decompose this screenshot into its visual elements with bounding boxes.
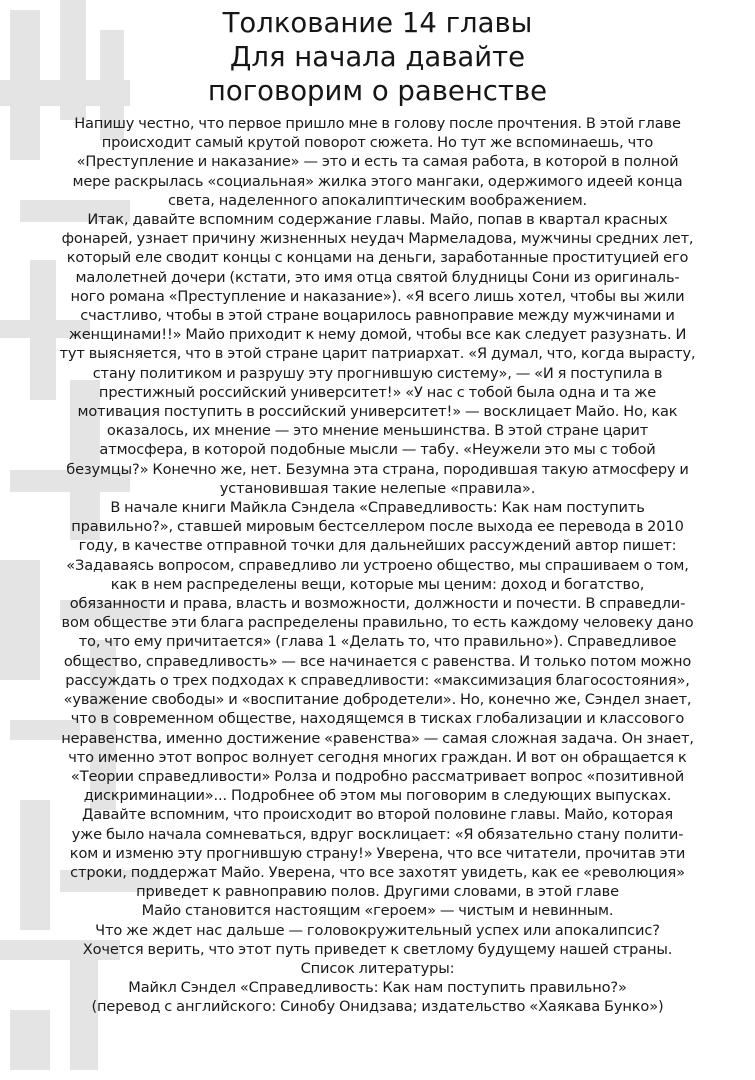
body-text-line: рассуждать о трех подходах к справедливости: «максимизация благосостояния», xyxy=(65,671,690,689)
body-text-line: Напишу честно, что первое пришло мне в голову после прочтения. В этой главе xyxy=(74,115,681,132)
body-text-line: Майкл Сэндел «Справедливость: Как нам поступить правильно?» xyxy=(128,979,627,997)
body-text-line: «уважение свободы» и «воспитание добродетели». Но, конечно же, Сэндел знает, xyxy=(63,691,692,709)
body-text-line: безумцы?» Конечно же, нет. Безумна эта страна, породившая такую атмосферу и xyxy=(66,460,689,478)
body-text-line: счастливо, чтобы в этой стране воцарилось равноправие между мужчинами и xyxy=(80,307,675,325)
article-title xyxy=(8,6,747,108)
body-text-line: то, что ему причитается» (глава 1 «Делать то, что правильно»). Справедливое xyxy=(78,633,677,651)
body-text-line: дискриминации»... Подробнее об этом мы поговорим в следующих выпусках. xyxy=(83,787,672,805)
body-text-line: уже было начала сомневаться, вдруг восклицает: «Я обязательно стану полити- xyxy=(71,825,684,843)
body-text-line: оказалось, их мнение — это мнение меньшинства. В этой стране царит xyxy=(106,422,649,440)
body-text-line: (перевод с английского: Синобу Онидзава; издательство «Хаякава Бунко») xyxy=(91,998,664,1016)
body-text-line: установившая такие нелепые «правила». xyxy=(219,479,536,497)
body-text-line: мере раскрылась «социальная» жилка этого мангаки, одержимого идеей конца xyxy=(72,172,683,190)
article-body xyxy=(8,114,747,1017)
body-text-line: мотивация поступить в российский университет!» — восклицает Майо. Но, как xyxy=(77,403,678,421)
body-text-line: ком и изменю эту прогнившую страну!» Уверена, что все читатели, прочитав эти xyxy=(69,844,686,862)
body-text-line: приведет к равноправию полов. Другими словами, в этой главе xyxy=(136,883,619,901)
body-text-line: «Задаваясь вопросом, справедливо ли устроено общество, мы спрашиваем о том, xyxy=(66,556,689,574)
body-text-line: обязанности и права, власть и возможности, должности и почести. В справедли- xyxy=(69,595,686,613)
body-text-line: престижный российский университет!» «У нас с тобой была одна и та же xyxy=(98,383,657,401)
body-text-line: общество, справедливость» — все начинается с равенства. И только потом можно xyxy=(63,652,692,670)
body-text-line: правильно?», ставшей мировым бестселлером после выхода ее перевода в 2010 xyxy=(71,518,684,536)
body-text-line: вом обществе эти блага распределены правильно, то есть каждому человеку дано xyxy=(61,614,694,632)
title-line: поговорим о равенстве xyxy=(207,75,548,107)
body-text-line: атмосфера, в которой подобные мысли — табу. «Неужели это мы с тобой xyxy=(99,441,656,459)
body-text-line: что в современном обществе, находящемся в тисках глобализации и классового xyxy=(70,710,685,728)
body-text-line: Итак, давайте вспомним содержание главы. Майо, попав в квартал красных xyxy=(87,211,668,229)
body-text-line: Давайте вспомним, что происходит во второй половине главы. Майо, которая xyxy=(81,806,674,824)
body-text-line: строки, поддержат Майо. Уверена, что все захотят увидеть, как ее «революция» xyxy=(70,863,685,881)
body-text-line: Что же ждет нас дальше — головокружительный успех или апокалипсис? xyxy=(95,921,660,939)
body-text-line: Список литературы: xyxy=(300,959,455,977)
body-text-line: ного романа «Преступление и наказание»). «Я всего лишь хотел, чтобы вы жили xyxy=(70,287,685,305)
body-text-line: как в нем распределены вещи, которые мы ценим: доход и богатство, xyxy=(110,575,645,593)
body-text-line: «Теории справедливости» Ролза и подробно рассматривает вопрос «позитивной xyxy=(70,767,685,785)
body-text-line: света, наделенного апокалиптическим воображением. xyxy=(167,191,588,209)
body-text-line: малолетней дочери (кстати, это имя отца святой блудницы Сони из оригиналь- xyxy=(75,268,680,286)
body-text-line: неравенства, именно достижение «равенства» — самая сложная задача. Он знает, xyxy=(61,729,694,747)
body-text-line: происходит самый крутой поворот сюжета. Но тут же вспоминаешь, что xyxy=(101,134,654,152)
body-text-line: Майо становится настоящим «героем» — чистым и невинным. xyxy=(141,902,614,920)
body-text-line: стану политиком и разрушу эту прогнившую систему», — «И я поступила в xyxy=(92,364,663,382)
body-text-line: который еле сводит концы с концами на деньги, заработанные проституцией его xyxy=(66,249,689,267)
body-text-line: тут выясняется, что в этой стране царит патриархат. «Я думал, что, когда вырасту, xyxy=(59,345,696,363)
body-text-line: Хочется верить, что этот путь приведет к светлому будущему нашей страны. xyxy=(82,940,673,958)
title-line: Толкование 14 главы xyxy=(222,7,533,39)
title-line: Для начала давайте xyxy=(229,41,526,73)
body-text-line: «Преступление и наказание» — это и есть та самая работа, в которой в полной xyxy=(76,153,679,171)
body-text-line: В начале книги Майкла Сэндела «Справедливость: Как нам поступить xyxy=(110,499,645,517)
body-text-line: году, в качестве отправной точки для дальнейших рассуждений автор пишет: xyxy=(78,537,677,555)
body-text-line: фонарей, узнает причину жизненных неудач Мармеладова, мужчины средних лет, xyxy=(61,230,694,248)
body-text-line: женщинами!!» Майо приходит к нему домой, чтобы все как следует разузнать. И xyxy=(68,326,687,344)
body-text-line: что именно этот вопрос волнует сегодня многих граждан. И вот он обращается к xyxy=(68,748,687,766)
